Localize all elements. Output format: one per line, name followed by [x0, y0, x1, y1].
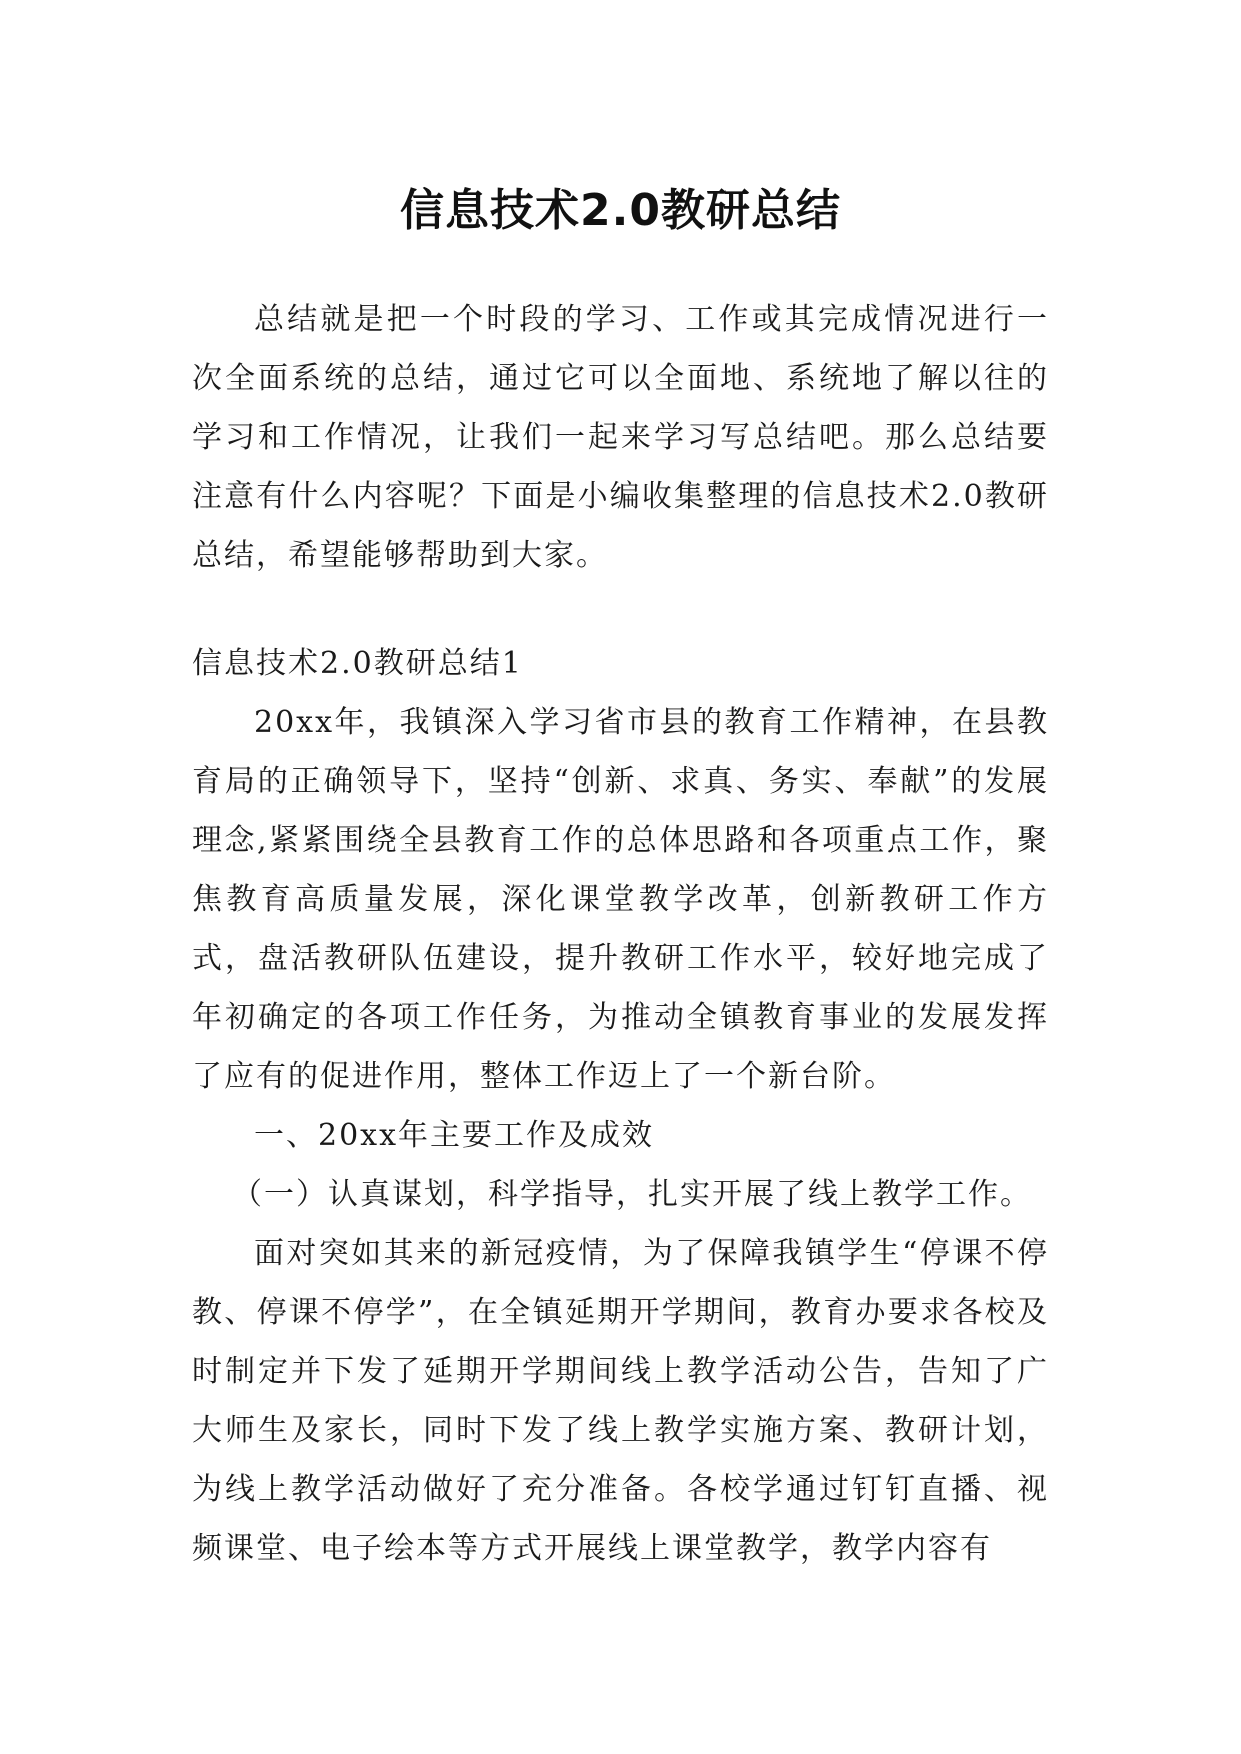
body-paragraph-1: 20xx年，我镇深入学习省市县的教育工作精神，在县教育局的正确领导下，坚持“创新、求真、务实、奉献”的发展理念,紧紧围绕全县教育工作的总体思路和各项重点工作，聚焦教育高质量发展，深化课堂教学改革，创新教研工作方式，盘活教研队伍建设，提升教研工作水平，较好地完成了年初确定的各项工作任务，为推动全镇教育事业的发展发挥了应有的促进作用，整体工作迈上了一个新台阶。 [192, 705, 1049, 1094]
subheading-main-work: 一、20xx年主要工作及成效 [254, 1118, 655, 1153]
intro-paragraph: 总结就是把一个时段的学习、工作或其完成情况进行一次全面系统的总结，通过它可以全面地、系统地了解以往的学习和工作情况，让我们一起来学习写总结吧。那么总结要注意有什么内容呢？下面是小编收集整理的信息技术2.0教研总结，希望能够帮助到大家。 [192, 302, 1049, 573]
subheading-online-teaching: （一）认真谋划，科学指导，扎实开展了线上教学工作。 [232, 1177, 1032, 1212]
body-paragraph-2: 面对突如其来的新冠疫情，为了保障我镇学生“停课不停教、停课不停学”，在全镇延期开学期间，教育办要求各校及时制定并下发了延期开学期间线上教学活动公告，告知了广大师生及家长，同时下发了线上教学实施方案、教研计划，为线上教学活动做好了充分准备。各校学通过钉钉直播、视频课堂、电子绘本等方式开展线上课堂教学，教学内容有 [192, 1236, 1049, 1566]
section-block [192, 634, 1049, 1578]
document-title: 信息技术2.0教研总结 [400, 185, 841, 237]
intro-block [192, 290, 1049, 585]
section-heading: 信息技术2.0教研总结1 [192, 646, 523, 681]
